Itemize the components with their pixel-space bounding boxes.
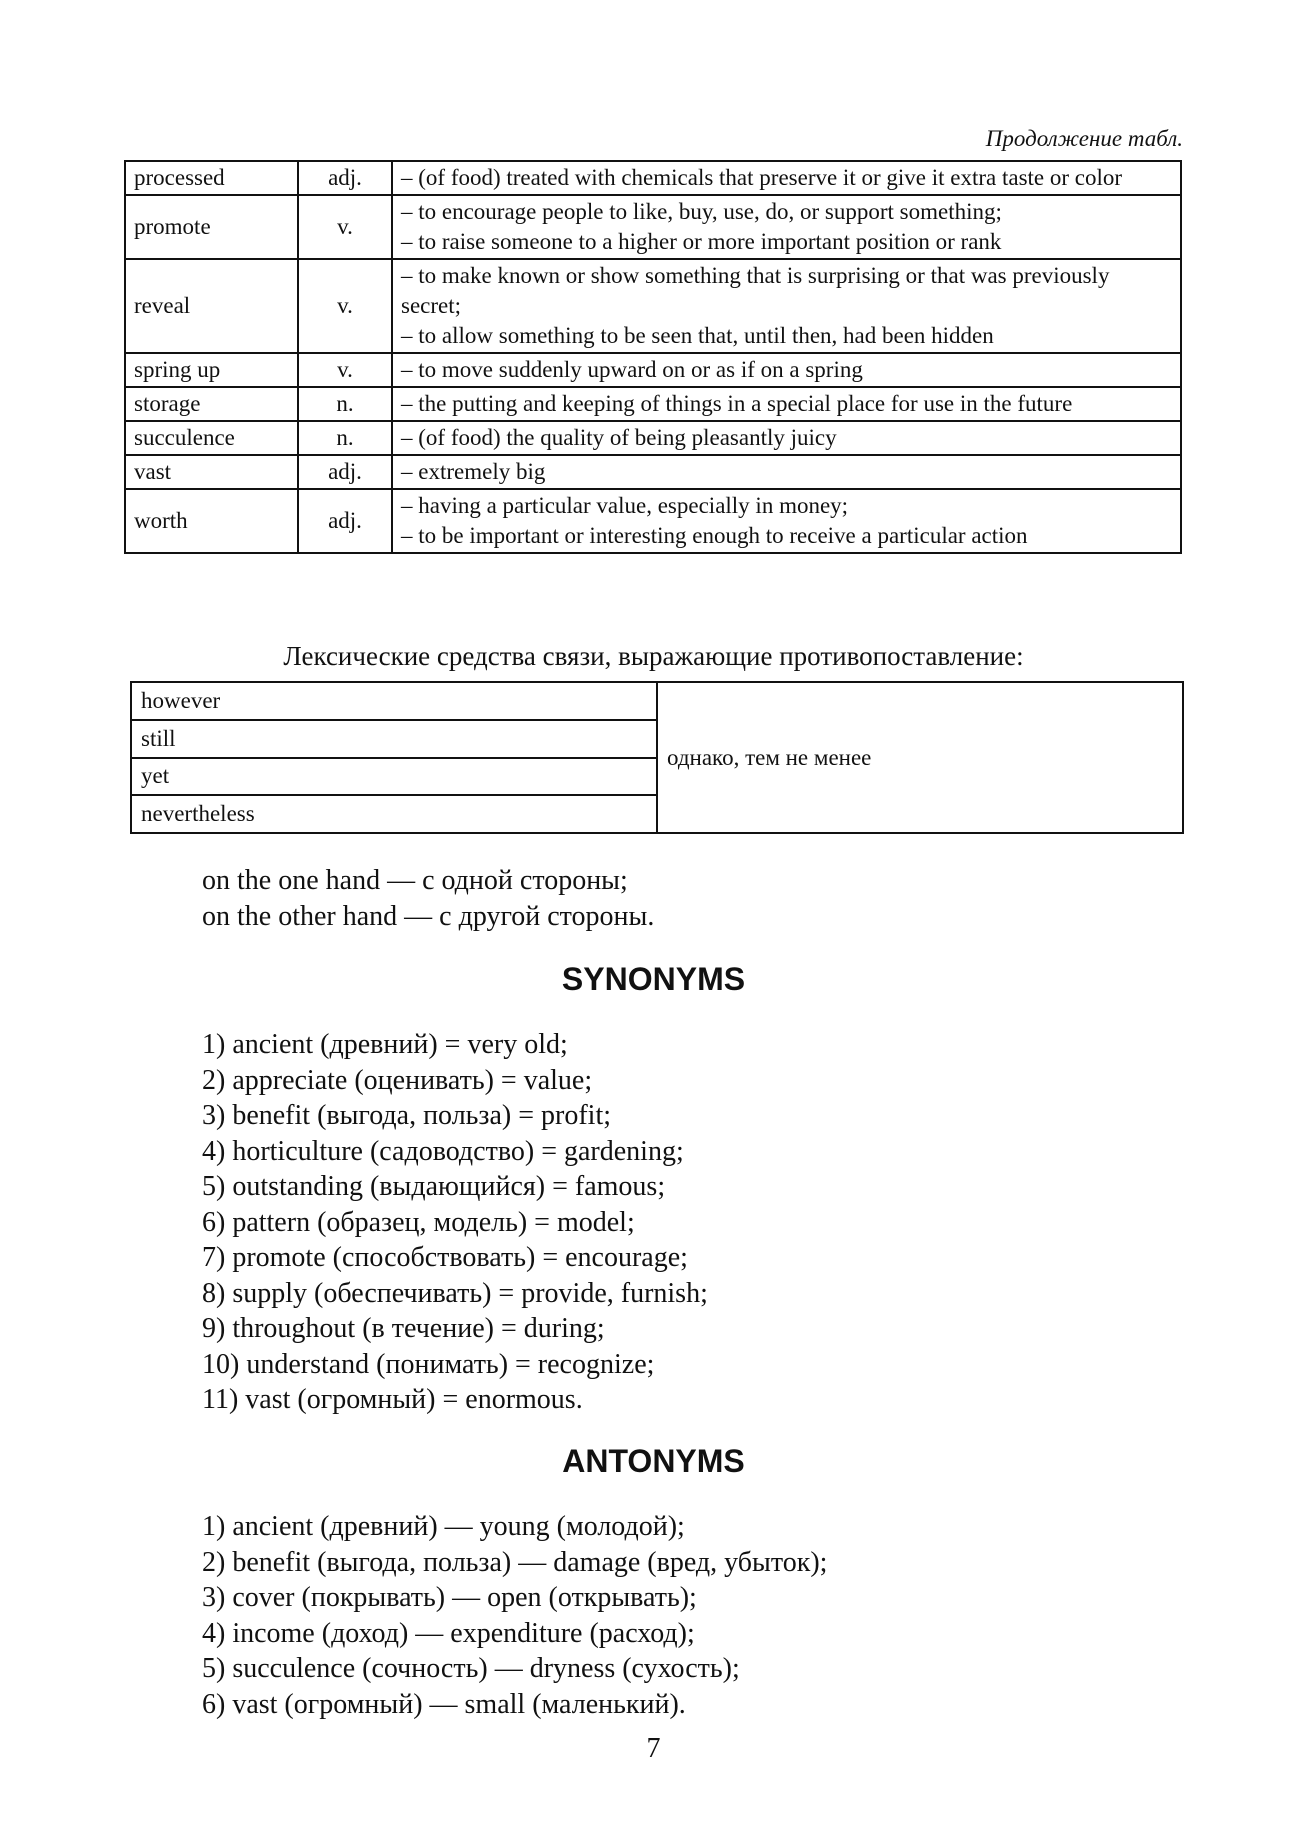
continuation-note: Продолжение табл. — [985, 126, 1183, 151]
table-row — [125, 387, 1181, 421]
table-row — [125, 455, 1181, 489]
vocab-definition — [392, 161, 1181, 195]
list-item: 2) appreciate (оценивать) = value; — [202, 1064, 593, 1096]
hand-phrases — [202, 863, 654, 934]
table-row — [125, 353, 1181, 387]
vocab-definition — [392, 259, 1181, 353]
hand-phrase: on the one hand — с одной стороны; — [202, 865, 628, 896]
vocab-part-of-speech: v. — [298, 353, 392, 387]
definition-line: – to allow something to be seen that, until then, had been hidden — [401, 323, 994, 348]
definition-line: – to be important or interesting enough to receive a particular action — [401, 523, 1028, 548]
vocab-word: spring up — [125, 353, 298, 387]
list-item: 2) benefit (выгода, польза) — damage (вред, убыток); — [202, 1546, 828, 1578]
vocab-definition — [392, 489, 1181, 553]
vocab-part-of-speech: adj. — [298, 161, 392, 195]
vocab-definition — [392, 195, 1181, 259]
list-item: 4) horticulture (садоводство) = gardening; — [202, 1135, 684, 1167]
definition-line: – extremely big — [401, 459, 546, 484]
vocab-part-of-speech: v. — [298, 259, 392, 353]
connector-word: however — [131, 682, 657, 720]
definition-line: – to encourage people to like, buy, use, do, or support something; — [401, 199, 1002, 224]
definition-line: – (of food) the quality of being pleasantly juicy — [401, 425, 837, 450]
list-item: 6) vast (огромный) — small (маленький). — [202, 1688, 686, 1720]
synonyms-list — [202, 1027, 708, 1418]
list-item: 5) outstanding (выдающийся) = famous; — [202, 1171, 666, 1202]
list-item: 1) ancient (древний) — young (молодой); — [202, 1511, 685, 1542]
list-item: 7) promote (способствовать) = encourage; — [202, 1242, 688, 1273]
list-item: 10) understand (понимать) = recognize; — [202, 1348, 655, 1380]
connector-translation: однако, тем не менее — [657, 682, 1183, 833]
vocab-definition — [392, 387, 1181, 421]
vocab-part-of-speech: v. — [298, 195, 392, 259]
antonyms-heading: ANTONYMS — [562, 1443, 745, 1479]
list-item: 8) supply (обеспечивать) = provide, furnish; — [202, 1277, 708, 1309]
definition-line: – to raise someone to a higher or more important position or rank — [401, 229, 1002, 254]
antonyms-list — [202, 1509, 827, 1722]
table-row — [125, 489, 1181, 553]
vocab-word: storage — [125, 387, 298, 421]
table-row — [125, 259, 1181, 353]
list-item: 6) pattern (образец, модель) = model; — [202, 1206, 635, 1238]
vocab-word: promote — [125, 195, 298, 259]
vocab-definition — [392, 353, 1181, 387]
table-row — [125, 161, 1181, 195]
hand-phrase: on the other hand — с другой стороны. — [202, 900, 655, 932]
table-row — [125, 195, 1181, 259]
vocab-word: reveal — [125, 259, 298, 353]
vocabulary-table — [124, 160, 1182, 554]
vocab-part-of-speech: n. — [298, 421, 392, 455]
connectors-title: Лексические средства связи, выражающие противопоставление: — [283, 641, 1024, 671]
vocab-part-of-speech: adj. — [298, 489, 392, 553]
vocab-definition — [392, 421, 1181, 455]
vocab-part-of-speech: n. — [298, 387, 392, 421]
connectors-table — [130, 681, 1184, 834]
vocab-part-of-speech: adj. — [298, 455, 392, 489]
definition-line: – having a particular value, especially in money; — [401, 493, 849, 518]
table-row — [125, 421, 1181, 455]
list-item: 9) throughout (в течение) = during; — [202, 1313, 605, 1344]
synonyms-heading: SYNONYMS — [561, 961, 746, 997]
page-number: 7 — [646, 1733, 661, 1764]
table-row — [131, 682, 1183, 720]
list-item: 11) vast (огромный) = enormous. — [202, 1384, 583, 1415]
list-item: 3) benefit (выгода, польза) = profit; — [202, 1100, 612, 1131]
list-item: 4) income (доход) — expenditure (расход); — [202, 1617, 695, 1649]
definition-line: – the putting and keeping of things in a special place for use in the future — [401, 391, 1073, 416]
definition-line: – to make known or show something that is surprising or that was previously secret; — [401, 263, 1110, 318]
list-item: 5) succulence (сочность) — dryness (сухость); — [202, 1653, 740, 1684]
vocab-definition — [392, 455, 1181, 489]
connector-word: still — [131, 720, 657, 758]
vocab-word: worth — [125, 489, 298, 553]
vocab-word: vast — [125, 455, 298, 489]
connector-word: nevertheless — [131, 795, 657, 833]
vocab-word: succulence — [125, 421, 298, 455]
list-item: 1) ancient (древний) = very old; — [202, 1029, 568, 1060]
connector-word: yet — [131, 758, 657, 796]
definition-line: – (of food) treated with chemicals that preserve it or give it extra taste or color — [401, 165, 1123, 190]
vocab-word: processed — [125, 161, 298, 195]
definition-line: – to move suddenly upward on or as if on a spring — [401, 357, 863, 382]
list-item: 3) cover (покрывать) — open (открывать); — [202, 1582, 697, 1613]
